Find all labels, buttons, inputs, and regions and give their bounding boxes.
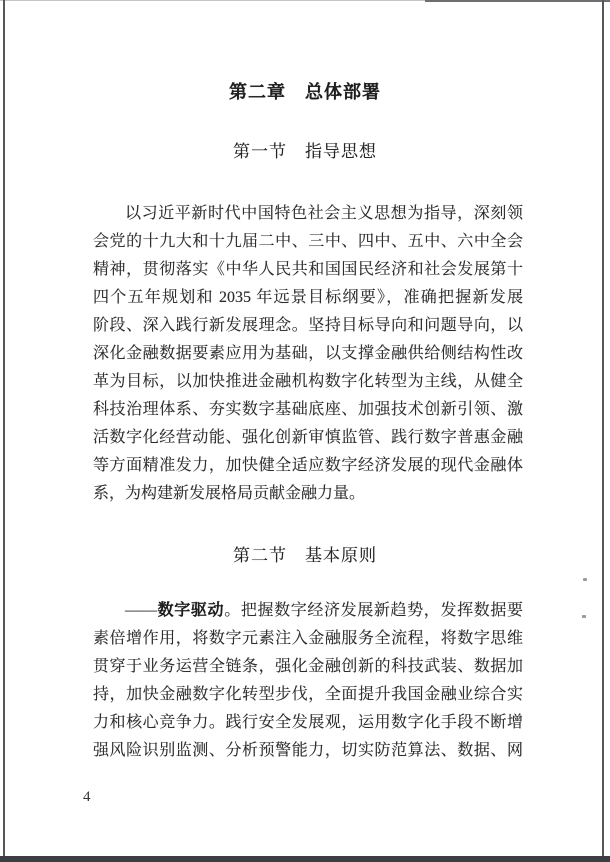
paragraph-1 — [93, 200, 523, 508]
section-title-1: 第一节 指导思想 — [233, 142, 377, 161]
paragraph-line: 会党的十九大和十九届二中、三中、四中、五中、六中全会 — [93, 233, 523, 250]
em-dash: —— — [125, 602, 157, 619]
scan-speck — [582, 615, 586, 618]
scan-edge-bottom — [0, 856, 610, 862]
page-number: 4 — [83, 789, 91, 805]
paragraph-line — [93, 597, 523, 625]
paragraph-line: 等方面精准发力，加快健全适应数字经济发展的现代金融体 — [93, 457, 523, 474]
paragraph-line: 强风险识别监测、分析预警能力，切实防范算法、数据、网 — [93, 742, 523, 759]
scan-edge-top-right — [425, 0, 610, 2]
paragraph-line: 精神，贯彻落实《中华人民共和国国民经济和社会发展第十 — [93, 261, 523, 278]
paragraph-line: 阶段、深入践行新发展理念。坚持目标导向和问题导向，以 — [93, 317, 523, 334]
paragraph-line: 贯穿于业务运营全链条，强化金融创新的科技武装、数据加 — [93, 658, 523, 675]
paragraph-line: 科技治理体系、夯实数字基础底座、加强技术创新引领、激 — [93, 401, 523, 418]
keyword-digital-drive: 数字驱动 — [157, 602, 225, 619]
paragraph-line: 素倍增作用，将数字元素注入金融服务全流程，将数字思维 — [93, 630, 523, 647]
paragraph-line-rest: 。把握数字经济发展新趋势，发挥数据要 — [224, 602, 523, 619]
paragraph-line: 系，为构建新发展格局贡献金融力量。 — [93, 485, 366, 502]
paragraph-2 — [93, 597, 523, 765]
paragraph-line: 力和核心竞争力。践行安全发展观，运用数字化手段不断增 — [93, 714, 523, 731]
scan-speck — [583, 578, 587, 581]
paragraph-line: 以习近平新时代中国特色社会主义思想为指导，深刻领 — [125, 205, 523, 222]
section-title-2: 第二节 基本原则 — [233, 546, 377, 565]
scan-edge-left — [3, 0, 5, 862]
paragraph-line: 持，加快金融数字化转型步伐，全面提升我国金融业综合实 — [93, 686, 523, 703]
paragraph-line: 革为目标，以加快推进金融机构数字化转型为主线，从健全 — [93, 373, 523, 390]
paragraph-line: 深化金融数据要素应用为基础，以支撑金融供给侧结构性改 — [93, 345, 523, 362]
paragraph-line: 四个五年规划和 2035 年远景目标纲要》，准确把握新发展 — [93, 289, 523, 306]
scan-edge-right — [602, 0, 604, 862]
chapter-title: 第二章 总体部署 — [229, 82, 381, 102]
paragraph-line: 活数字化经营动能、强化创新审慎监管、践行数字普惠金融 — [93, 429, 523, 446]
